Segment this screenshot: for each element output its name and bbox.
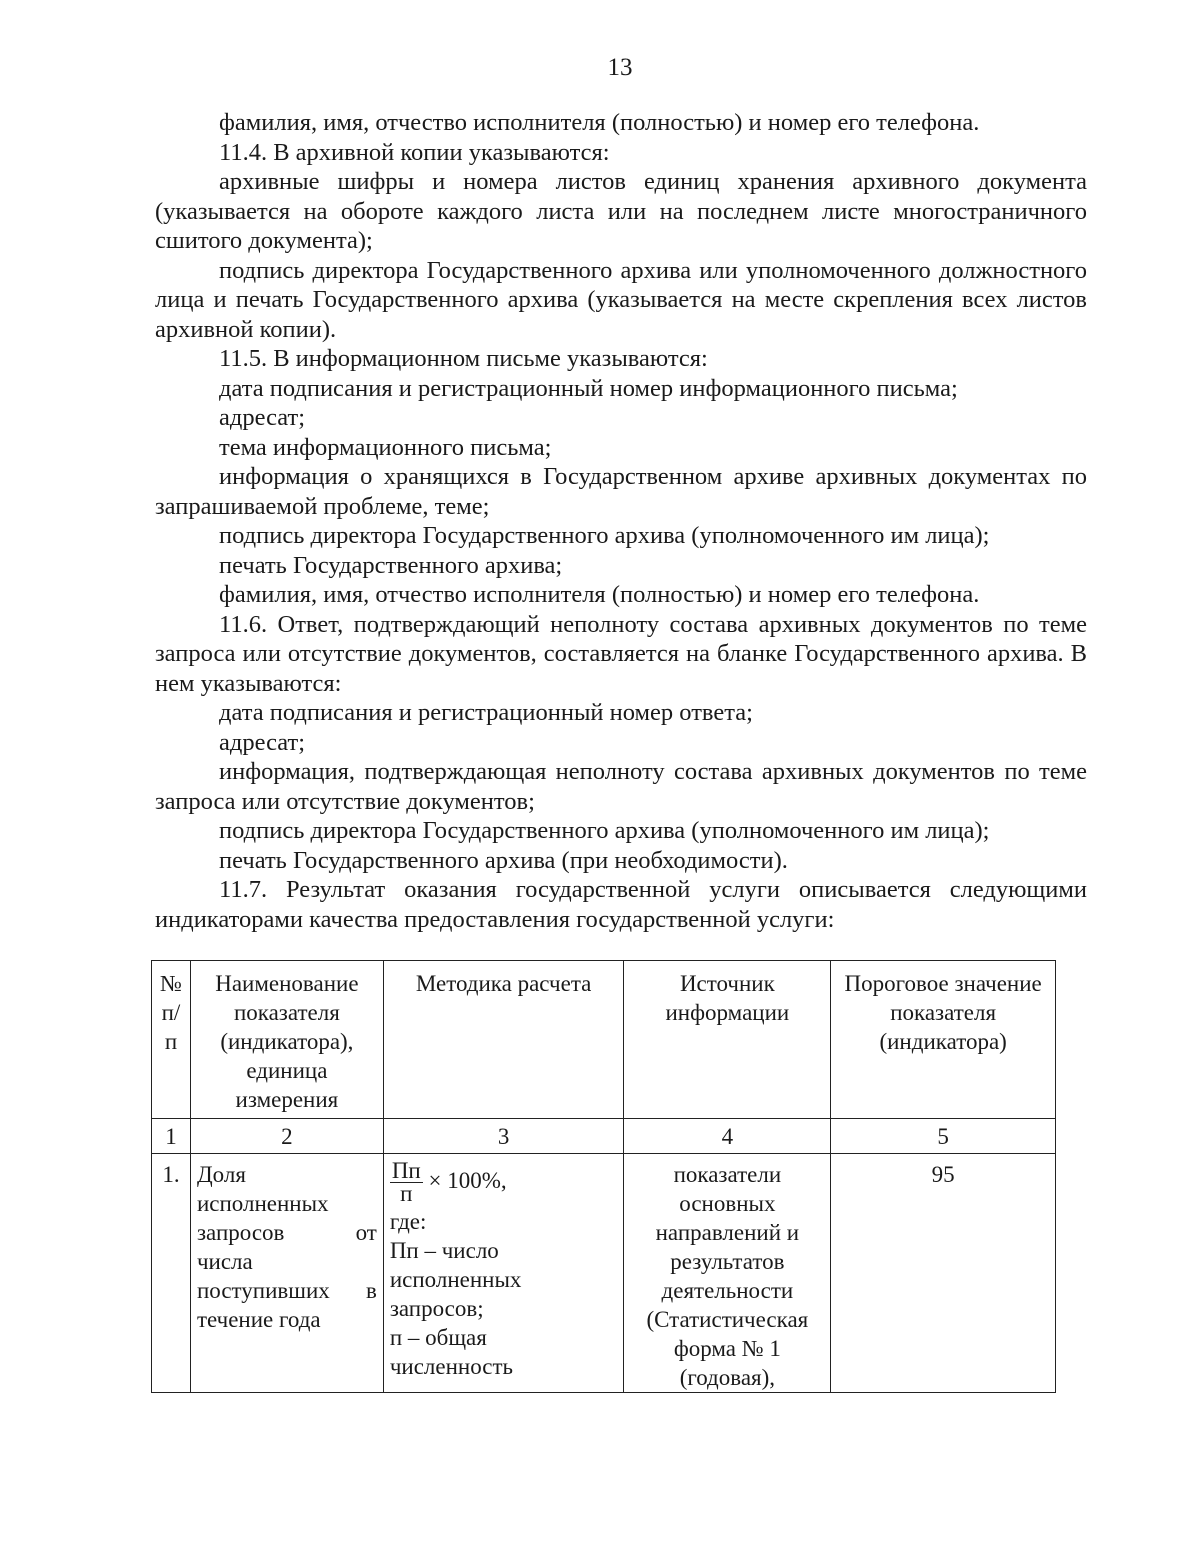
source-line: деятельности xyxy=(661,1278,794,1303)
information-source xyxy=(624,1154,831,1393)
section-heading: 11.4. В архивной копии указываются: xyxy=(219,138,610,166)
column-number: 3 xyxy=(383,1119,624,1154)
name-word: поступивших xyxy=(196,1278,330,1303)
section-heading: 11.7. Результат оказания государственной услуги описывается следующими индикаторами качества предоставления государственной услуги: xyxy=(155,876,1087,933)
header-number-sign: № xyxy=(160,971,182,996)
header-source: Источник информации xyxy=(624,961,831,1119)
paragraph: фамилия, имя, отчество исполнителя (полностью) и номер его телефона. xyxy=(219,109,980,136)
calculation-method xyxy=(383,1154,624,1393)
paragraph: подпись директора Государственного архива или уполномоченного должностного лица и печать Государственного архива (указывается на месте скрепления всех листов архивной копии). xyxy=(155,256,1087,343)
paragraph: фамилия, имя, отчество исполнителя (полностью) и номер его телефона. xyxy=(219,581,980,608)
indicator-name xyxy=(190,1154,383,1393)
body-text xyxy=(155,108,1087,934)
name-line: исполненных xyxy=(196,1191,329,1216)
source-line: основных xyxy=(679,1191,776,1216)
table-header-row xyxy=(152,961,1056,1119)
formula-numerator: Пп xyxy=(391,1158,421,1183)
column-number: 2 xyxy=(190,1119,383,1154)
page-number: 13 xyxy=(607,54,633,81)
name-line-justified xyxy=(197,1218,377,1247)
formula-denominator: п xyxy=(400,1181,413,1206)
paragraph: печать Государственного архива (при необходимости). xyxy=(219,846,788,874)
header-threshold: Пороговое значение показателя (индикатора) xyxy=(831,961,1056,1119)
column-number: 1 xyxy=(152,1119,191,1154)
paragraph: адресат; xyxy=(219,404,306,431)
name-word: запросов xyxy=(196,1220,285,1245)
paragraph: тема информационного письма; xyxy=(219,433,552,461)
header-name: Наименование показателя (индикатора), единица измерения xyxy=(190,961,383,1119)
section-heading: 11.6. Ответ, подтверждающий неполноту состава архивных документов по теме запроса или отсутствие документов, составляется на бланке Государственного архива. В нем указываются: xyxy=(155,610,1087,697)
formula-fraction xyxy=(390,1160,423,1205)
paragraph: дата подписания и регистрационный номер ответа; xyxy=(219,699,753,726)
column-number: 4 xyxy=(624,1119,831,1154)
header-number xyxy=(152,961,191,1119)
paragraph: печать Государственного архива; xyxy=(219,551,563,579)
method-line: исполненных xyxy=(389,1267,522,1292)
paragraph: подпись директора Государственного архива (уполномоченного им лица); xyxy=(219,817,990,844)
column-number: 5 xyxy=(831,1119,1056,1154)
name-line: течение года xyxy=(196,1307,321,1332)
name-line-justified xyxy=(197,1276,377,1305)
source-line: форма № 1 xyxy=(673,1336,781,1361)
table-row xyxy=(152,1154,1056,1393)
header-number-pp: п/п xyxy=(161,1000,181,1054)
source-line: показатели xyxy=(673,1162,782,1187)
method-line: где: xyxy=(389,1209,427,1234)
paragraph: дата подписания и регистрационный номер информационного письма; xyxy=(219,374,958,402)
paragraph: адресат; xyxy=(219,728,306,756)
method-line: Пп – число xyxy=(389,1238,499,1263)
source-line: результатов xyxy=(670,1249,785,1274)
paragraph: архивные шифры и номера листов единиц хранения архивного документа (указывается на обороте каждого листа или на последнем листе многостраничного сшитого документа); xyxy=(155,168,1087,254)
name-line: Доля xyxy=(196,1162,246,1187)
column-number-row xyxy=(152,1119,1056,1154)
name-line: числа xyxy=(196,1249,253,1274)
name-word: в xyxy=(365,1278,377,1303)
section-heading: 11.5. В информационном письме указываются: xyxy=(219,345,708,372)
name-word: от xyxy=(355,1220,377,1245)
threshold-value: 95 xyxy=(831,1154,1056,1393)
method-line: запросов; xyxy=(389,1296,484,1321)
method-line: п – общая xyxy=(389,1325,487,1350)
method-line: численность xyxy=(389,1354,514,1379)
row-number: 1. xyxy=(152,1154,191,1393)
indicators-table xyxy=(151,960,1056,1393)
source-line: (годовая), xyxy=(679,1365,776,1390)
paragraph: подпись директора Государственного архива (уполномоченного им лица); xyxy=(219,522,990,549)
formula-suffix: × 100%, xyxy=(428,1167,507,1193)
paragraph: информация о хранящихся в Государственном архиве архивных документах по запрашиваемой проблеме, теме; xyxy=(155,463,1087,520)
source-line: направлений и xyxy=(655,1220,800,1245)
header-method: Методика расчета xyxy=(383,961,624,1119)
source-line: (Статистическая xyxy=(646,1307,809,1332)
paragraph: информация, подтверждающая неполноту состава архивных документов по теме запроса или отсутствие документов; xyxy=(155,758,1087,815)
formula xyxy=(390,1160,618,1205)
